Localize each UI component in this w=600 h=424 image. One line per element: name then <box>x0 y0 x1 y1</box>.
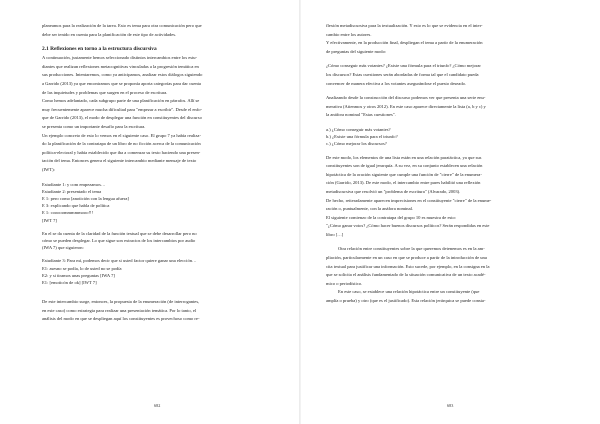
dialog-line: [IWT 7] <box>42 217 57 223</box>
text-line: pliación, particularmente en un caso en que se produce a partir de la introducción de una <box>326 255 487 261</box>
text-line: se presenta como un importante desafío para la escritura. <box>42 123 146 129</box>
text-line: que de Garrido (2013), el modo de desplegar una función en constituyentes del discurso <box>42 115 202 121</box>
text-line: flexión metadiscursiva para la textualización. Y esto es lo que se evidencia en el inter- <box>326 23 483 28</box>
text-line: ción (Garrido, 2013). De este modo, el intercambio entre pares habilitó una reflexión <box>326 180 481 186</box>
text-line: A continuación, justamente hemos seleccionado distintos intercambios entre los estu- <box>42 55 198 61</box>
text-line: Como hemos adelantado, cada subgrupo parte de una planificación en párrafos. Allí se <box>42 98 200 104</box>
text-line: planeamos para la realización de la tarea. Esto es tema para otra comunicación pero que <box>42 23 202 28</box>
quote-block <box>326 62 560 88</box>
page-number: 682 <box>154 403 161 408</box>
dialog-excerpt-2 <box>42 257 278 286</box>
text-line: De este intercambio surge, entonces, la propuesta de la enumeración (de interrogantes, <box>42 299 200 305</box>
paragraph-4 <box>326 245 560 305</box>
text-line: convencer de manera efectiva a los votantes asegurándose el puesto deseado. <box>326 80 467 86</box>
dialog-line: Estudiante 3: Para mí, podemos decir que si usted factor quiere ganar una elección… <box>42 258 197 264</box>
text-line: Un ejemplo concreto de esto lo vemos en el siguiente caso. El grupo 7 ya había realiza- <box>42 132 201 138</box>
text-line: En el se da cuenta de la claridad de la función textual que se debe desarrollar pero no <box>42 230 197 236</box>
paragraph-3 <box>42 298 278 324</box>
list-item: a.) ¿Cómo conseguir más votantes? <box>326 126 391 132</box>
text-line: ¿Cómo conseguir más votantes? ¿Existe una fórmula para el triunfo? ¿Cómo mejorar <box>326 63 481 69</box>
paragraph-3 <box>326 154 560 240</box>
text-line: merativa (Atienmos y otros 2012). En este caso aparece directamente la lista (a, b y c) y <box>326 103 486 109</box>
enumerated-list <box>326 126 560 148</box>
text-line: en este caso) como estrategia para realizar una presentación temática. Por lo tanto, el <box>42 307 197 313</box>
text-line: Analizando desde la construcción del discurso podemos ver que presenta una serie enu- <box>326 95 486 101</box>
dialog-excerpt-1 <box>42 181 278 224</box>
text-line: Y efectivamente, en la producción final, despliegan el tema a partir de la enumeración <box>326 40 483 46</box>
text-line: mico o periodístico. <box>326 280 363 286</box>
text-line: El siguiente comienzo de la contratapa del grupo 10 es muestra de esto: <box>326 214 457 220</box>
text-line: análisis del modo en que se despliegan aquí los constituyentes es provechoso como re- <box>42 316 200 322</box>
text-line: (IWT): <box>42 166 55 172</box>
dialog-line: E1: [emoticón de ok] [IWT 7] <box>42 279 97 285</box>
paragraph-2 <box>326 94 560 120</box>
list-item: b.) ¿Existe una fórmula para el triunfo? <box>326 134 398 140</box>
text-line: cita textual para justificar una información. Esto sucede, por ejemplo, en la consigna en la <box>326 263 490 269</box>
text-line: la anáfora nominal "Estas cuestiones". <box>326 112 396 118</box>
text-line: que se solicita el análisis fundamentado de la situación comunicativa de un texto acadé- <box>326 272 486 278</box>
paragraph-2 <box>42 230 278 252</box>
text-line: cómo se pueden desplegar. Lo que sigue son extractos de los intercambios por audio <box>42 237 196 243</box>
text-line: sus producciones. Intentaremos, como ya anticipamos, analizar estos diálogos siguiendo <box>42 72 203 78</box>
dialog-line: E 3: explicando que habla de política <box>42 203 110 209</box>
text-line: amplía o prueba) y otro (que es el justificado). Esta relación jerárquica se puede consta- <box>326 298 486 304</box>
dialog-line: E1: asesno se podía, lo de usted no se podía <box>42 265 122 271</box>
text-line: de las inquietudes y problemas que surgen en el proceso de escritura. <box>42 89 168 95</box>
paragraph-1 <box>42 54 278 174</box>
text-line: los discursos? Estas cuestiones serán abordadas de forma tal que el candidato pueda <box>326 71 479 77</box>
text-line: "¿Cómo ganar votos? ¿Cómo hacer buenos discursos políticos? Serán respondidas en este <box>326 223 490 229</box>
text-line: hipotáctica de la oración siguiente que cumple una función de "cierre" de la enumera- <box>326 171 482 177</box>
list-item: c.) ¿Cómo mejorar los discursos? <box>326 141 387 147</box>
section-heading: 2.1 Reflexiones en torno a la estructura discursiva <box>42 46 157 53</box>
text-line: ración o, puntualmente, con la anáfora nominal. <box>326 206 413 212</box>
text-line: constituyentes son de igual jerarquía. A su vez, en su conjunto establecen una relación <box>326 163 483 169</box>
paragraph-top <box>42 22 278 39</box>
text-line: política-electoral y había establecido que iba a comenzar su texto haciendo una presen- <box>42 149 201 155</box>
text-line: debe ser tenido en cuenta para la planificación de este tipo de actividades. <box>42 31 177 37</box>
text-line: de preguntas del siguiente modo: <box>326 48 387 54</box>
text-line: diantes que realizan reflexiones metacognitivas vinculadas a la progresión temática en <box>42 63 199 69</box>
dialog-line: E 1: cooooommmmmooo!!! <box>42 210 94 216</box>
text-line: do la planificación de la contratapa de un libro de no ficción acerca de la comunicación <box>42 141 201 147</box>
dialog-line: Estudiante 2: presentado el tema <box>42 188 102 194</box>
dialog-line: E 1: pero como [anotición con la lengua afuera] <box>42 195 129 201</box>
text-line: cambio entre los autores. <box>326 31 372 37</box>
page-number: 683 <box>447 403 454 408</box>
text-line: (IWA 7) que siguieron: <box>42 245 84 251</box>
text-line: muy frecuentemente aparece mucha dificultad para "empezar a escribir". Desde el enfo- <box>42 106 202 112</box>
text-line: metadiscursiva que resolvió un "problema de escritura" (Alvarado, 2003). <box>326 188 461 194</box>
paragraph-1 <box>326 22 560 56</box>
right-page <box>300 0 600 424</box>
dialog-line: Estudiante 1: y com empezamos… <box>42 181 106 187</box>
text-line: tación del tema. Entonces genera el siguiente intercambio mediante mensaje de texto <box>42 158 197 164</box>
text-line: De hecho, reiteradamente aparecen imprecisiones en el constituyente "cierre" de la enume- <box>326 197 492 203</box>
text-line: De este modo, los elementos de una lista están en una relación paratáctica, ya que sus <box>326 154 482 160</box>
text-line: Otra relación entre constituyentes sobre la que queremos detenemos es en la am- <box>338 246 485 252</box>
dialog-line: E2: y si tiramos unas preguntas [IWA 7] <box>42 272 115 278</box>
text-line: a Garrido (2013) ya que encontramos que se proponía aporta categorías para dar cuenta <box>42 80 201 86</box>
text-line: libro […] <box>326 231 344 237</box>
text-line: En este caso, se establece una relación hipotáctica entre un constituyente (que <box>338 289 480 295</box>
